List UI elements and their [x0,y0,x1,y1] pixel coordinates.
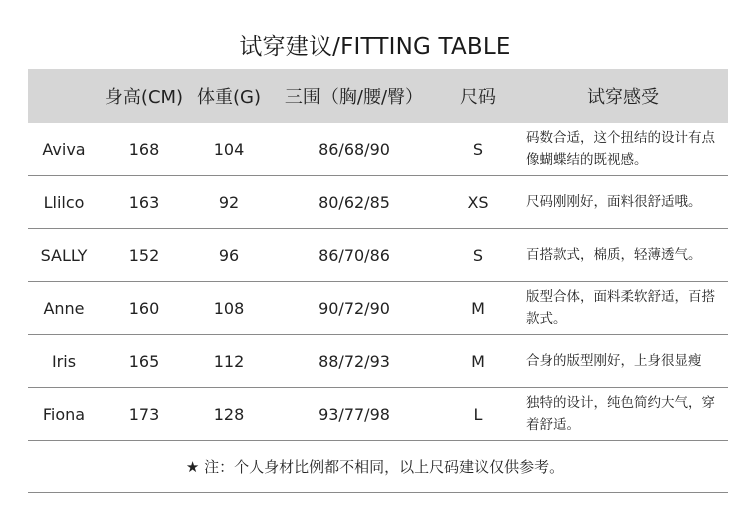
header-name [28,69,100,123]
cell-weight: 112 [188,335,270,388]
table-row [28,388,728,441]
bottom-divider [28,492,728,493]
table-row [28,123,728,176]
cell-height: 152 [100,229,188,282]
cell-name: Iris [28,335,100,388]
fitting-table [28,69,728,441]
header-measurements: 三围（胸/腰/臀） [270,69,438,123]
cell-height: 168 [100,123,188,176]
cell-size: L [438,388,518,441]
table-row [28,176,728,229]
cell-size: M [438,282,518,335]
cell-measurements: 86/70/86 [270,229,438,282]
cell-weight: 128 [188,388,270,441]
cell-name: Aviva [28,123,100,176]
disclaimer-note: ★ 注：个人身材比例都不相同，以上尺码建议仅供参考。 [185,458,565,476]
cell-comment: 合身的版型刚好，上身很显瘦 [518,335,728,388]
cell-name: Anne [28,282,100,335]
cell-weight: 108 [188,282,270,335]
cell-weight: 104 [188,123,270,176]
table-row [28,282,728,335]
cell-comment: 版型合体，面料柔软舒适，百搭款式。 [518,282,728,335]
header-height: 身高(CM) [100,69,188,123]
table-row [28,229,728,282]
cell-comment: 百搭款式，棉质，轻薄透气。 [518,229,728,282]
cell-name: Llilco [28,176,100,229]
cell-measurements: 86/68/90 [270,123,438,176]
page-title: 试穿建议/FITTING TABLE [239,34,511,60]
table-row [28,335,728,388]
cell-height: 173 [100,388,188,441]
cell-weight: 96 [188,229,270,282]
cell-comment: 尺码刚刚好，面料很舒适哦。 [518,176,728,229]
cell-name: SALLY [28,229,100,282]
cell-size: XS [438,176,518,229]
cell-height: 160 [100,282,188,335]
header-size: 尺码 [438,69,518,123]
cell-height: 165 [100,335,188,388]
cell-comment: 码数合适，这个扭结的设计有点像蝴蝶结的既视感。 [518,123,728,176]
cell-measurements: 88/72/93 [270,335,438,388]
cell-name: Fiona [28,388,100,441]
cell-size: S [438,123,518,176]
cell-measurements: 93/77/98 [270,388,438,441]
cell-comment: 独特的设计，纯色简约大气，穿着舒适。 [518,388,728,441]
cell-weight: 92 [188,176,270,229]
cell-measurements: 80/62/85 [270,176,438,229]
cell-height: 163 [100,176,188,229]
table-header-row [28,69,728,123]
header-comment: 试穿感受 [518,69,728,123]
cell-size: M [438,335,518,388]
cell-size: S [438,229,518,282]
header-weight: 体重(G) [188,69,270,123]
cell-measurements: 90/72/90 [270,282,438,335]
